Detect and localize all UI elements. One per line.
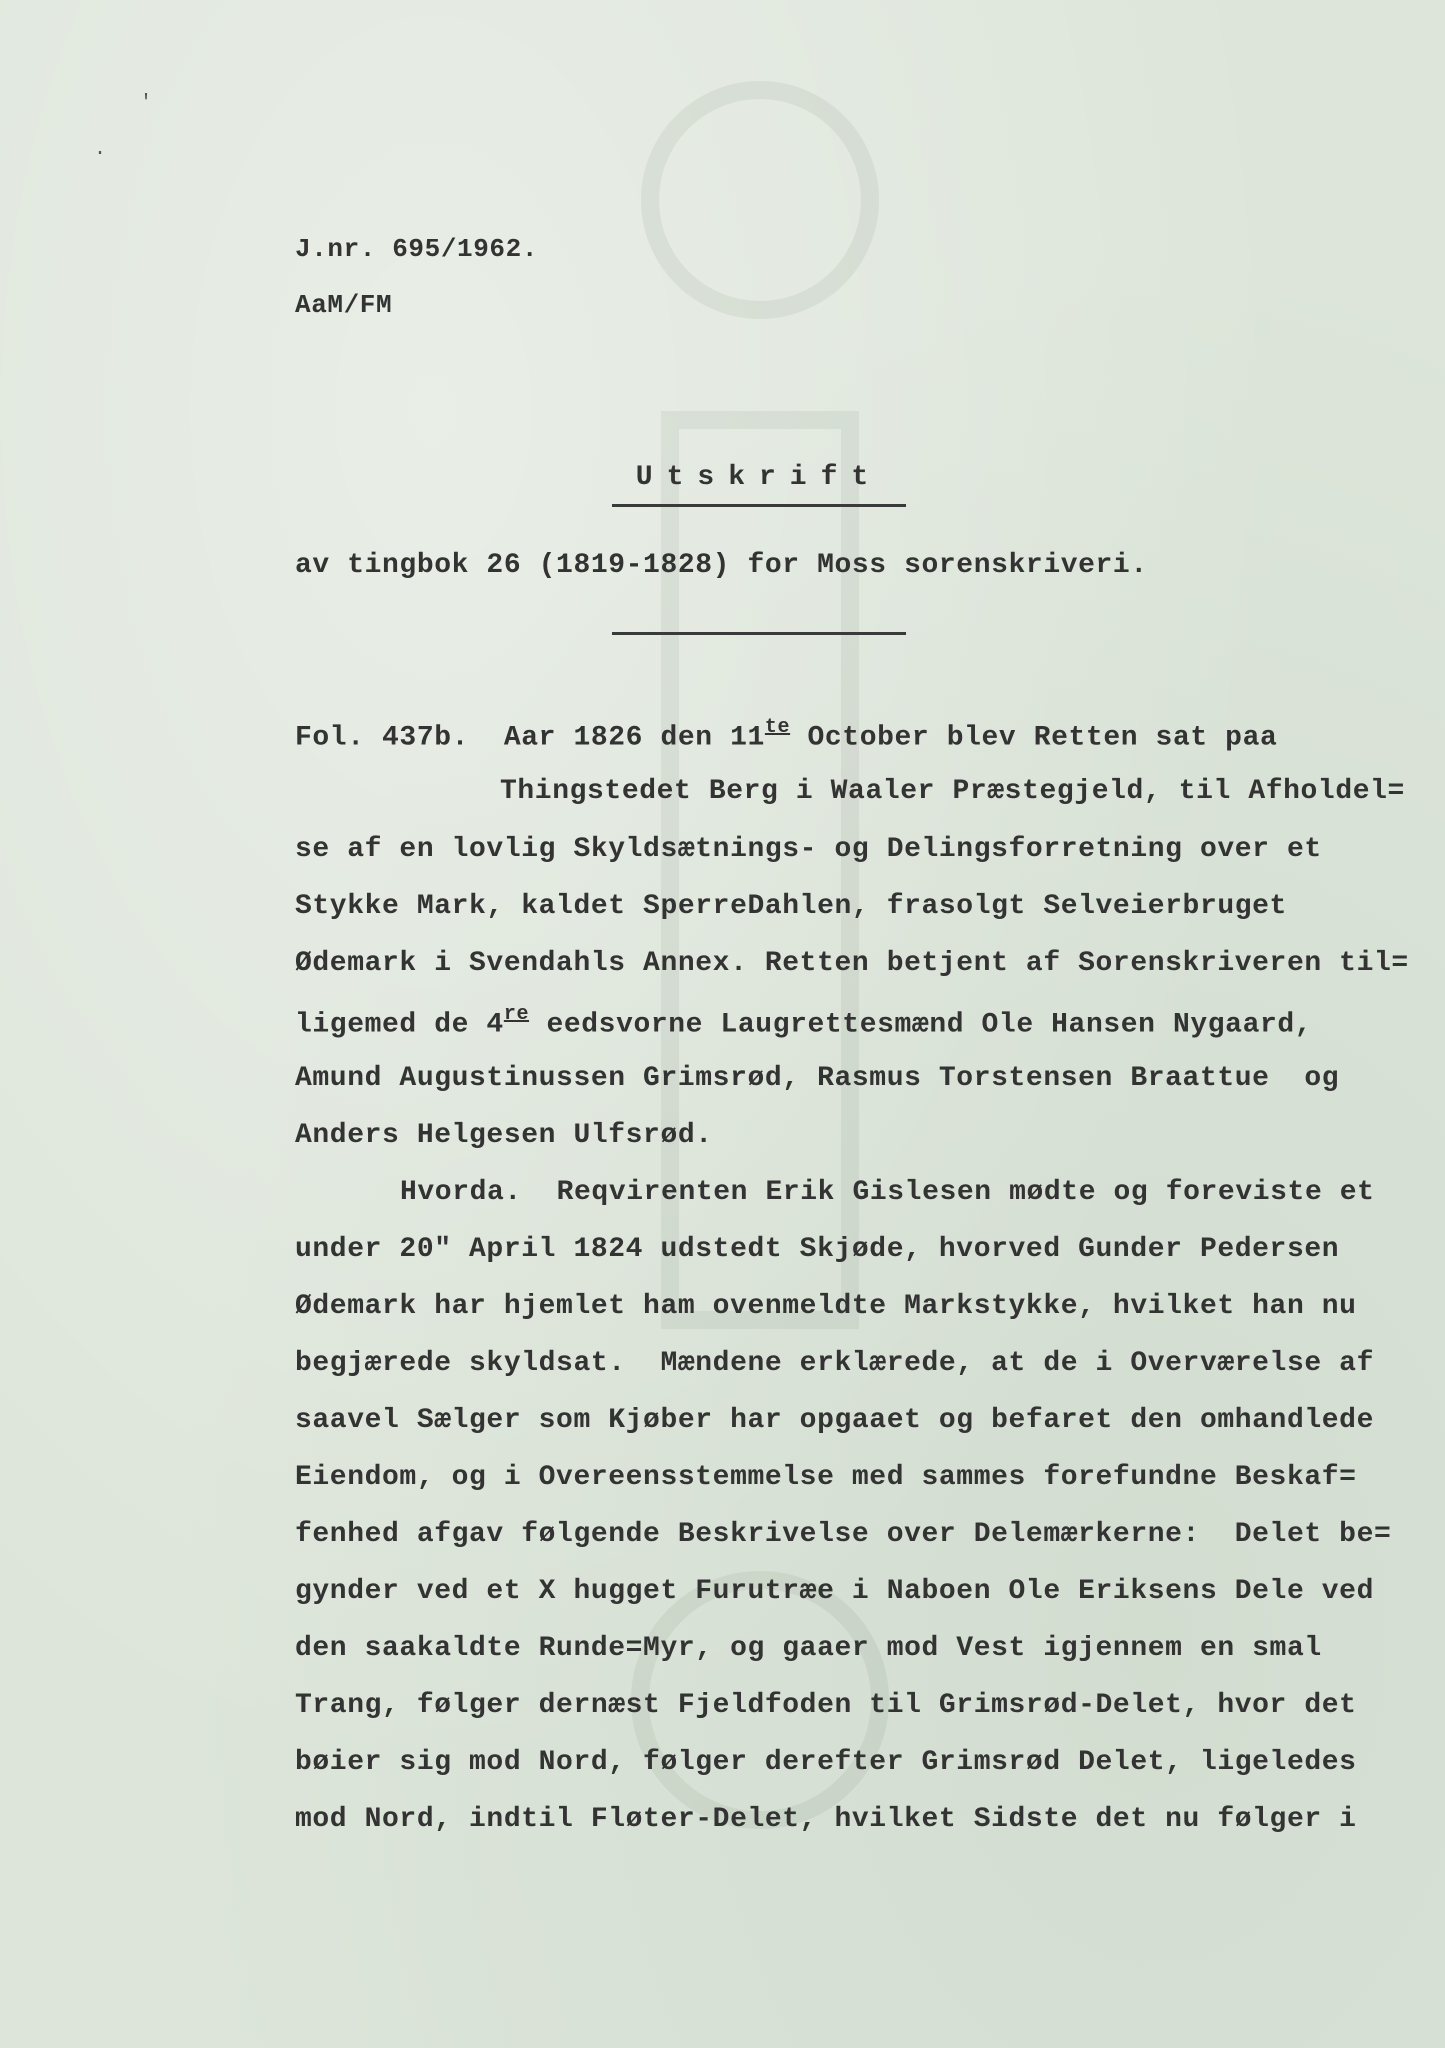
body-line-3: se af en lovlig Skyldsætnings- og Delingsforretning over et	[295, 834, 1322, 865]
body-line-9: Hvorda. Reqvirenten Erik Gislesen mødte og foreviste et	[400, 1177, 1375, 1208]
body-line-20: mod Nord, indtil Fløter-Delet, hvilket Sidste det nu følger i	[295, 1804, 1357, 1835]
body-line-7: Amund Augustinussen Grimsrød, Rasmus Torstensen Braattue og	[295, 1063, 1340, 1094]
body-line-1	[295, 718, 1277, 753]
body-line-4: Stykke Mark, kaldet SperreDahlen, frasolgt Selveierbruget	[295, 891, 1287, 922]
section-divider	[612, 632, 906, 635]
body-line-5: Ødemark i Svendahls Annex. Retten betjent af Sorenskriveren til=	[295, 948, 1409, 979]
margin-mark: ·	[94, 142, 107, 165]
body-line-12: begjærede skyldsat. Mændene erklærede, at de i Overværelse af	[295, 1348, 1374, 1379]
subtitle: av tingbok 26 (1819-1828) for Moss sorenskriveri.	[295, 550, 1148, 581]
body-line-16: gynder ved et X hugget Furutræe i Naboen Ole Eriksens Dele ved	[295, 1576, 1374, 1607]
body-line-13: saavel Sælger som Kjøber har opgaaet og befaret den omhandlede	[295, 1405, 1374, 1436]
line6-superscript: re	[503, 1003, 530, 1026]
initials: AaM/FM	[295, 290, 393, 320]
body-line-6	[295, 1005, 1312, 1040]
body-line-11: Ødemark har hjemlet ham ovenmeldte Markstykke, hvilket han nu	[295, 1291, 1357, 1322]
line6-text-b: eedsvorne Laugrettesmænd Ole Hansen Nygaard,	[529, 1009, 1313, 1041]
body-line-15: fenhed afgav følgende Beskrivelse over Delemærkerne: Delet be=	[295, 1519, 1392, 1550]
body-line-14: Eiendom, og i Overeensstemmelse med sammes forefundne Beskaf=	[295, 1462, 1357, 1493]
body-line-19: bøier sig mod Nord, følger derefter Grimsrød Delet, ligeledes	[295, 1747, 1357, 1778]
title-underline	[612, 504, 906, 507]
journal-number: J.nr. 695/1962.	[295, 234, 539, 264]
line1-text-a: Fol. 437b. Aar 1826 den 11	[295, 722, 765, 754]
line6-text-a: ligemed de 4	[295, 1009, 504, 1041]
document-title: Utskrift	[635, 462, 883, 493]
body-line-8: Anders Helgesen Ulfsrød.	[295, 1120, 713, 1151]
line1-superscript: te	[764, 716, 791, 739]
margin-mark: '	[140, 92, 153, 115]
body-line-18: Trang, følger dernæst Fjeldfoden til Grimsrød-Delet, hvor det	[295, 1690, 1357, 1721]
body-line-10: under 20" April 1824 udstedt Skjøde, hvorved Gunder Pedersen	[295, 1234, 1340, 1265]
body-line-2: Thingstedet Berg i Waaler Præstegjeld, til Afholdel=	[500, 776, 1405, 807]
body-line-17: den saakaldte Runde=Myr, og gaaer mod Vest igjennem en smal	[295, 1633, 1322, 1664]
line1-text-b: October blev Retten sat paa	[790, 722, 1278, 754]
